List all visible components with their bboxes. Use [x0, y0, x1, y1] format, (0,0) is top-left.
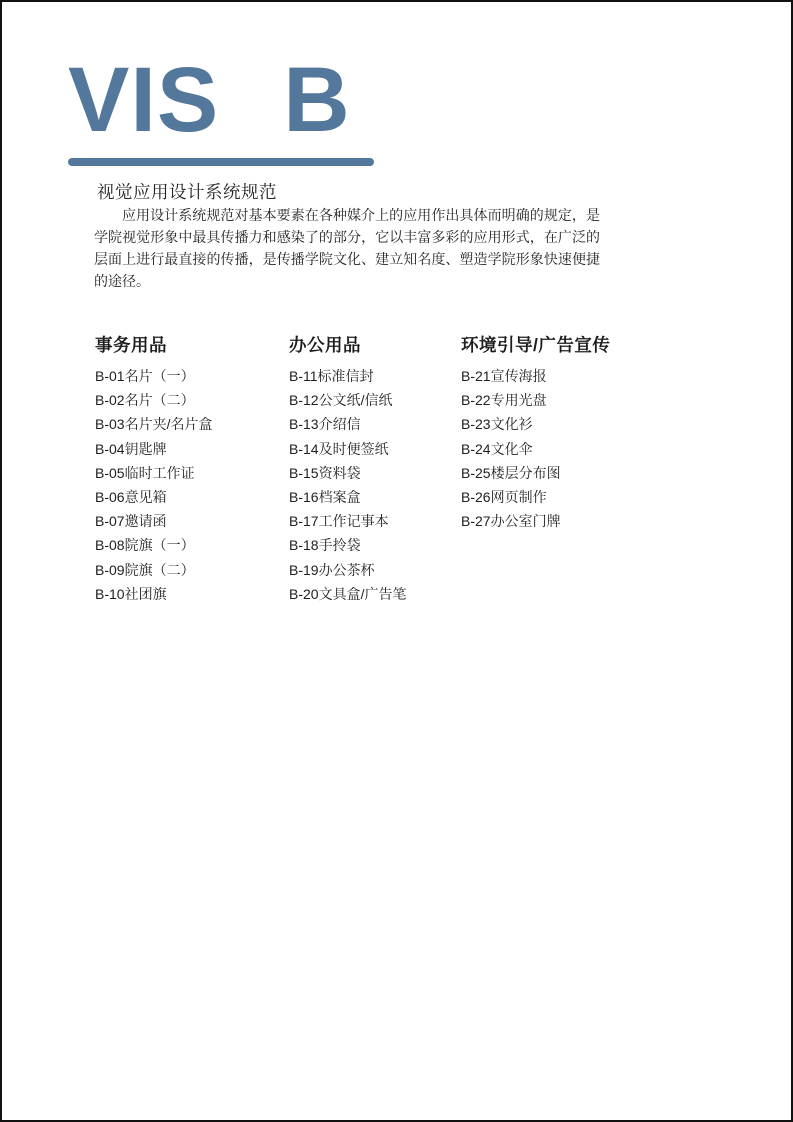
catalog-item: B-17工作记事本	[289, 513, 389, 530]
catalog-item: B-21宣传海报	[461, 368, 547, 384]
title-word-vis: VIS	[68, 49, 220, 151]
catalog-list	[461, 364, 610, 533]
intro-paragraph: 应用设计系统规范对基本要素在各种媒介上的应用作出具体而明确的规定，是学院视觉形象中最具传播力和感染了的部分，它以丰富多彩的应用形式，在广泛的层面上进行最直接的传播，是传播学院文化、建立知名度、塑造学院形象快速便捷的途径。	[94, 207, 600, 289]
title-underline-rule	[68, 158, 374, 166]
catalog-item: B-12公文纸/信纸	[289, 392, 393, 409]
catalog-item: B-27办公室门牌	[461, 513, 561, 530]
catalog-item: B-14及时便签纸	[289, 440, 389, 457]
title-section-letter: B	[283, 49, 351, 151]
catalog-item: B-16档案盒	[289, 489, 361, 506]
catalog-item: B-01名片（一）	[95, 368, 195, 384]
catalog-item: B-10社团旗	[95, 585, 167, 602]
catalog-item: B-20文具盒/广告笔	[289, 585, 407, 602]
catalog-item: B-19办公茶杯	[289, 561, 375, 578]
catalog-item: B-06意见箱	[95, 489, 167, 506]
catalog-item: B-18手拎袋	[289, 537, 361, 554]
catalog-item: B-24文化伞	[461, 440, 533, 457]
catalog-item: B-07邀请函	[95, 513, 167, 530]
catalog-column-office-supplies	[289, 334, 406, 606]
catalog-column-environment-advertising	[461, 334, 610, 533]
catalog-item: B-11标准信封	[289, 368, 374, 384]
catalog-list	[289, 364, 406, 606]
catalog-item: B-04钥匙牌	[95, 440, 167, 457]
catalog-item: B-22专用光盘	[461, 392, 547, 409]
catalog-item: B-09院旗（二）	[95, 561, 195, 578]
catalog-column-header: 事务用品	[95, 335, 167, 355]
page-subtitle: 视觉应用设计系统规范	[97, 182, 277, 202]
catalog-item: B-08院旗（一）	[95, 537, 195, 554]
catalog-item: B-25楼层分布图	[461, 464, 561, 481]
page-title	[68, 49, 351, 151]
catalog-item: B-15资料袋	[289, 464, 361, 481]
catalog-column-header: 环境引导/广告宣传	[461, 335, 611, 355]
catalog-item: B-05临时工作证	[95, 464, 195, 481]
catalog-item: B-02名片（二）	[95, 392, 195, 409]
catalog-item: B-03名片夹/名片盒	[95, 416, 213, 433]
catalog-column-business-supplies	[95, 334, 212, 606]
catalog-item: B-23文化衫	[461, 416, 533, 433]
catalog-item: B-26网页制作	[461, 489, 547, 506]
catalog-list	[95, 364, 212, 606]
catalog-item: B-13介绍信	[289, 416, 361, 433]
catalog-column-header: 办公用品	[289, 335, 361, 355]
